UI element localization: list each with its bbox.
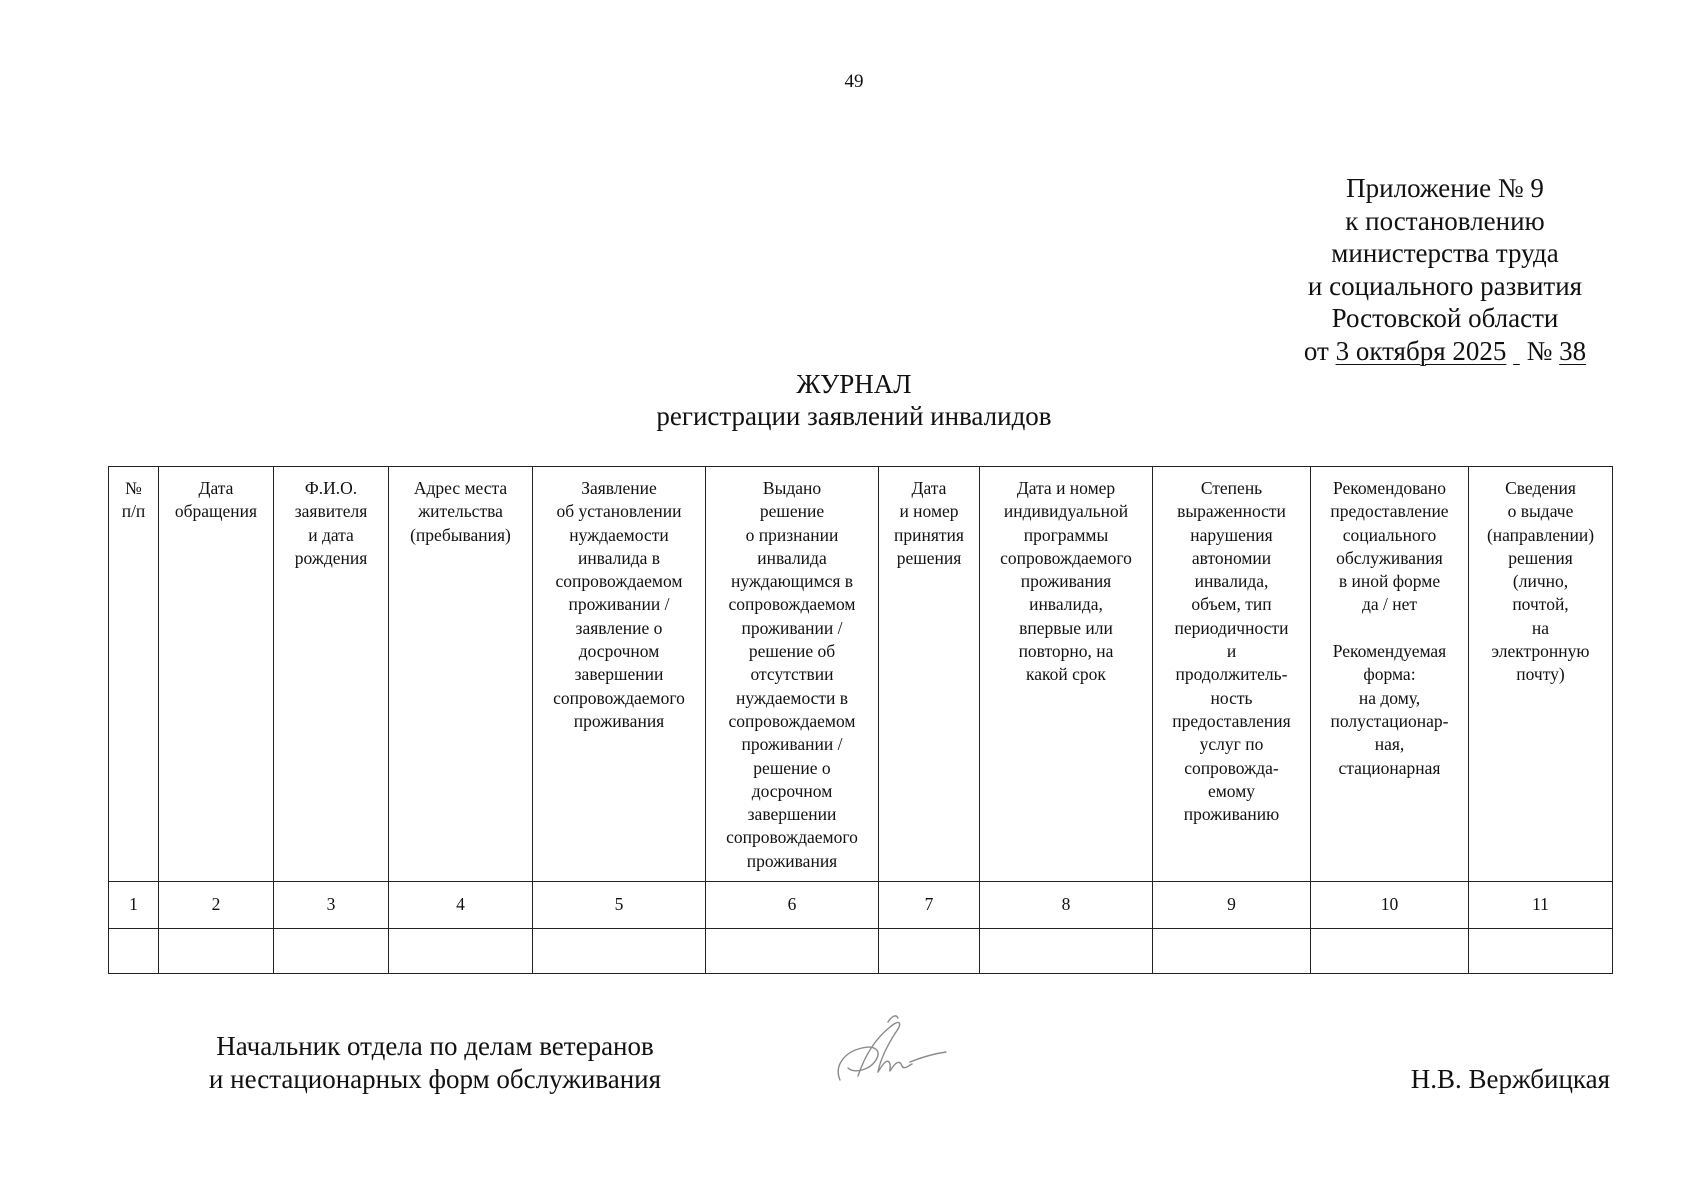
empty-cell	[1311, 929, 1469, 974]
appendix-block	[1290, 172, 1600, 367]
header-cell-date: Дата обращения	[159, 467, 274, 882]
signer-title-line-2: и нестационарных форм обслуживания	[208, 1064, 662, 1094]
handwritten-signature	[830, 1008, 950, 1088]
empty-cell	[879, 929, 980, 974]
header-cell-application: Заявление об установлении нуждаемости инвалида в сопровождаемом проживании / заявление о досрочном завершении сопровождаемого проживания	[533, 467, 706, 882]
header-cell-decision-date: Дата и номер принятия решения	[879, 467, 980, 882]
column-number-row	[109, 882, 1613, 929]
appendix-line-5: Ростовской области	[1331, 303, 1559, 333]
table-header-row	[109, 467, 1613, 882]
header-cell-program: Дата и номер индивидуальной программы сопровождаемого проживания инвалида, впервые или повторно, на какой срок	[980, 467, 1153, 882]
header-cell-decision: Выдано решение о признании инвалида нуждающимся в сопровождаемом проживании / решение об отсутствии нуждаемости в сопровождаемом проживании / решение о досрочном завершении сопровождаемого проживания	[706, 467, 879, 882]
signer-name: Н.В. Вержбицкая	[1410, 1064, 1610, 1094]
appendix-date: 3 октября 2025	[1335, 335, 1507, 366]
column-number: 8	[980, 882, 1153, 929]
empty-cell	[1469, 929, 1613, 974]
registration-journal-table	[108, 466, 1613, 974]
header-cell-applicant: Ф.И.О. заявителя и дата рождения	[274, 467, 389, 882]
header-cell-recommendation: Рекомендовано предоставление социального обслуживания в иной форме да / нет Рекомендуемая форма: на дому, полустационар- ная, стационарная	[1311, 467, 1469, 882]
title-sub: регистрации заявлений инвалидов	[656, 401, 1052, 431]
empty-cell	[274, 929, 389, 974]
header-cell-address: Адрес места жительства (пребывания)	[389, 467, 533, 882]
title-main: ЖУРНАЛ	[796, 369, 912, 399]
appendix-line-2: к постановлению	[1345, 205, 1545, 236]
appendix-line-3: министерства труда	[1331, 238, 1559, 268]
column-number: 2	[159, 882, 274, 929]
column-number: 1	[109, 882, 159, 929]
appendix-line-1: Приложение № 9	[1346, 173, 1544, 203]
column-number: 7	[879, 882, 980, 929]
column-number: 3	[274, 882, 389, 929]
appendix-date-line	[1290, 335, 1600, 368]
empty-cell	[109, 929, 159, 974]
page-number: 49	[844, 71, 864, 92]
signer-title	[165, 1030, 705, 1096]
column-number: 10	[1311, 882, 1469, 929]
empty-cell	[533, 929, 706, 974]
empty-cell	[389, 929, 533, 974]
header-cell-number: № п/п	[109, 467, 159, 882]
header-cell-delivery: Сведения о выдаче (направлении) решения (лично, почтой, на электронную почту)	[1469, 467, 1613, 882]
column-number: 6	[706, 882, 879, 929]
empty-cell	[980, 929, 1153, 974]
appendix-date-prefix: от	[1303, 335, 1329, 366]
empty-entry-row	[109, 929, 1613, 974]
empty-cell	[706, 929, 879, 974]
column-number: 9	[1153, 882, 1311, 929]
column-number: 11	[1469, 882, 1613, 929]
appendix-number-sign: №	[1526, 335, 1553, 366]
signer-title-line-1: Начальник отдела по делам ветеранов	[216, 1031, 654, 1061]
appendix-line-4: и социального развития	[1307, 270, 1583, 301]
column-number: 4	[389, 882, 533, 929]
empty-cell	[1153, 929, 1311, 974]
empty-cell	[159, 929, 274, 974]
column-number: 5	[533, 882, 706, 929]
appendix-number: 38	[1559, 335, 1587, 366]
document-title	[0, 368, 1698, 432]
header-cell-degree: Степень выраженности нарушения автономии инвалида, объем, тип периодичности и продолжитель- ность предоставления услуг по сопровожда- емому проживанию	[1153, 467, 1311, 882]
